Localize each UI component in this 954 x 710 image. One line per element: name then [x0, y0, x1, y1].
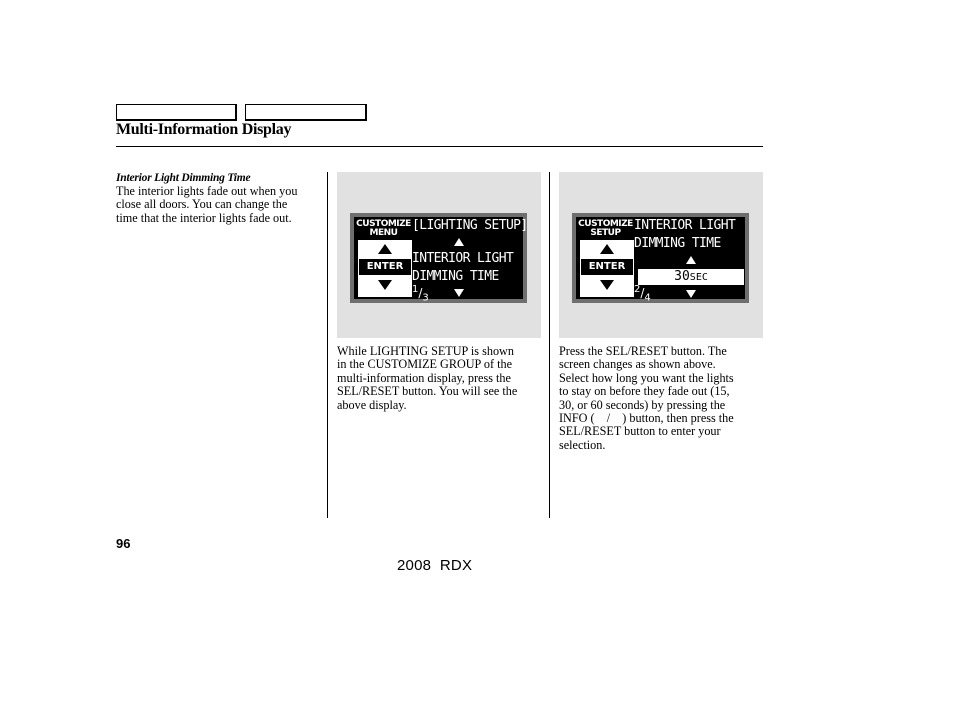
intro-text — [116, 185, 326, 225]
column-divider-1 — [327, 172, 328, 518]
enter-label: ENTER — [581, 259, 633, 275]
display-figure-2 — [559, 172, 763, 338]
caption-line: above display. — [337, 397, 407, 412]
screen-line-3: DIMMING TIME — [412, 269, 499, 284]
page-indicator: $^1/_3$ — [412, 284, 429, 304]
caption-line: multi-information display, press the — [337, 370, 511, 385]
screen-line-1: INTERIOR LIGHT — [634, 218, 736, 233]
control-pad — [358, 240, 412, 297]
caption-line: screen changes as shown above. — [559, 357, 716, 372]
caption-line: SEL/RESET button. You will see the — [337, 384, 518, 399]
display-figure-1 — [337, 172, 541, 338]
down-arrow-icon — [600, 280, 614, 290]
scroll-up-icon — [686, 256, 696, 264]
column-divider-2 — [549, 172, 550, 518]
footer-model: 2008 RDX — [397, 557, 473, 574]
nav-tab-1[interactable] — [116, 104, 237, 121]
control-pad — [580, 240, 634, 297]
section-heading: Interior Light Dimming Time — [116, 172, 251, 184]
caption-line: to stay on before they fade out (15, — [559, 384, 730, 399]
enter-label: ENTER — [359, 259, 411, 275]
scroll-down-icon — [454, 289, 464, 297]
caption-2 — [559, 345, 767, 452]
side-label-setup: SETUP — [590, 228, 621, 238]
up-arrow-icon — [378, 244, 392, 254]
caption-line: 30, or 60 seconds) by pressing the — [559, 397, 726, 412]
page-number: 96 — [116, 536, 131, 551]
screen-line-2: DIMMING TIME — [634, 236, 721, 251]
title-divider — [116, 146, 763, 147]
mid-screen-2 — [572, 213, 749, 303]
intro-line: time that the interior lights fade out. — [116, 210, 292, 225]
page-indicator: $^2/_4$ — [634, 284, 651, 304]
scroll-down-icon — [686, 290, 696, 298]
mid-screen-1 — [350, 213, 527, 303]
screen-line-2: INTERIOR LIGHT — [412, 251, 514, 266]
screen-side-panel — [354, 217, 413, 299]
side-label-customize: CUSTOMIZE — [356, 219, 411, 229]
caption-line: Press the SEL/RESET button. The — [559, 344, 727, 358]
caption-line: Select how long you want the lights — [559, 370, 734, 385]
caption-line: While LIGHTING SETUP is shown — [337, 344, 514, 358]
up-arrow-icon — [600, 244, 614, 254]
caption-line: selection. — [559, 437, 606, 452]
caption-line: INFO ( / ) button, then press the — [559, 411, 734, 426]
scroll-up-icon — [454, 238, 464, 246]
side-label-menu: MENU — [369, 228, 398, 238]
caption-line: SEL/RESET button to enter your — [559, 424, 721, 439]
intro-line: The interior lights fade out when you — [116, 184, 298, 198]
side-label-customize: CUSTOMIZE — [578, 219, 633, 229]
nav-tab-2[interactable] — [245, 104, 367, 121]
selected-value: 30SEC — [638, 269, 744, 285]
screen-side-panel — [576, 217, 635, 299]
down-arrow-icon — [378, 280, 392, 290]
caption-1 — [337, 345, 545, 412]
screen-line-1: [LIGHTING SETUP] — [412, 218, 528, 233]
intro-line: close all doors. You can change the — [116, 197, 288, 212]
caption-line: in the CUSTOMIZE GROUP of the — [337, 357, 513, 372]
page-title: Multi-Information Display — [116, 121, 292, 138]
